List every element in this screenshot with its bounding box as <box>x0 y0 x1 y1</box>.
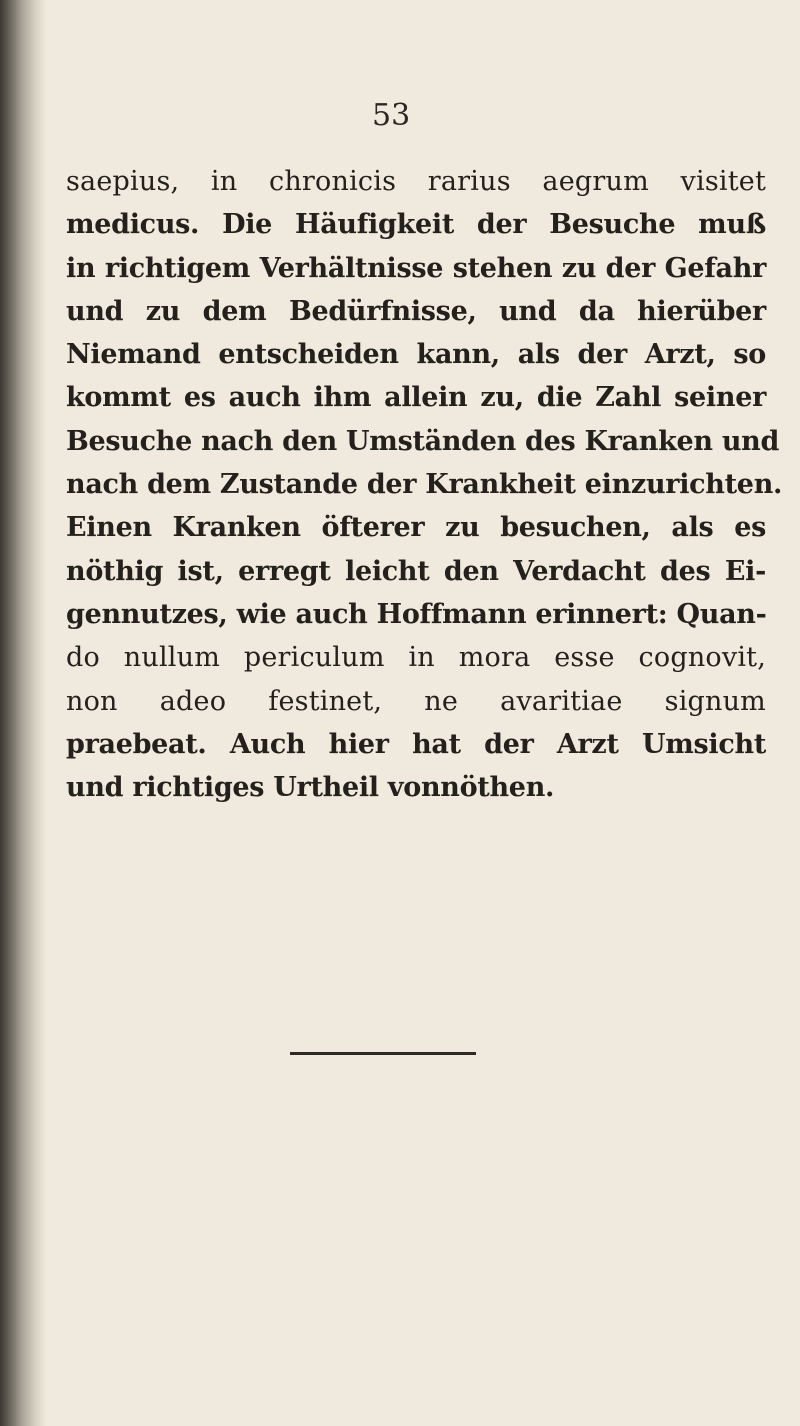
text-line: non adeo festinet, ne avaritiae signum <box>66 685 766 717</box>
page-number: 53 <box>372 98 411 133</box>
text-line: in richtigem Verhältnisse stehen zu der Gefahr <box>66 252 766 284</box>
text-line: nach dem Zustande der Krankheit einzurichten. <box>66 469 783 501</box>
text-line: nöthig ist, erregt leicht den Verdacht des Ei- <box>66 555 766 587</box>
text-line: saepius, in chronicis rarius aegrum visitet <box>66 166 766 197</box>
text-line: praebeat. Auch hier hat der Arzt Umsicht <box>66 728 766 760</box>
text-line: medicus. Die Häufigkeit der Besuche muß <box>66 209 766 241</box>
text-line: kommt es auch ihm allein zu, die Zahl seiner <box>66 382 766 414</box>
text-line: Niemand entscheiden kann, als der Arzt, so <box>66 339 766 371</box>
section-rule <box>290 1052 476 1055</box>
text-line: und richtiges Urtheil vonnöthen. <box>66 772 555 804</box>
text-line: Einen Kranken öfterer zu besuchen, als es <box>66 512 766 544</box>
text-line: und zu dem Bedürfnisse, und da hierüber <box>66 295 766 327</box>
text-line: Besuche nach den Umständen des Kranken und <box>66 425 780 457</box>
text-line: do nullum periculum in mora esse cognovit, <box>66 642 766 674</box>
text-line: gennutzes, wie auch Hoffmann erinnert: Quan- <box>66 598 767 630</box>
body-text <box>66 160 783 809</box>
binding-shadow <box>0 0 46 1426</box>
